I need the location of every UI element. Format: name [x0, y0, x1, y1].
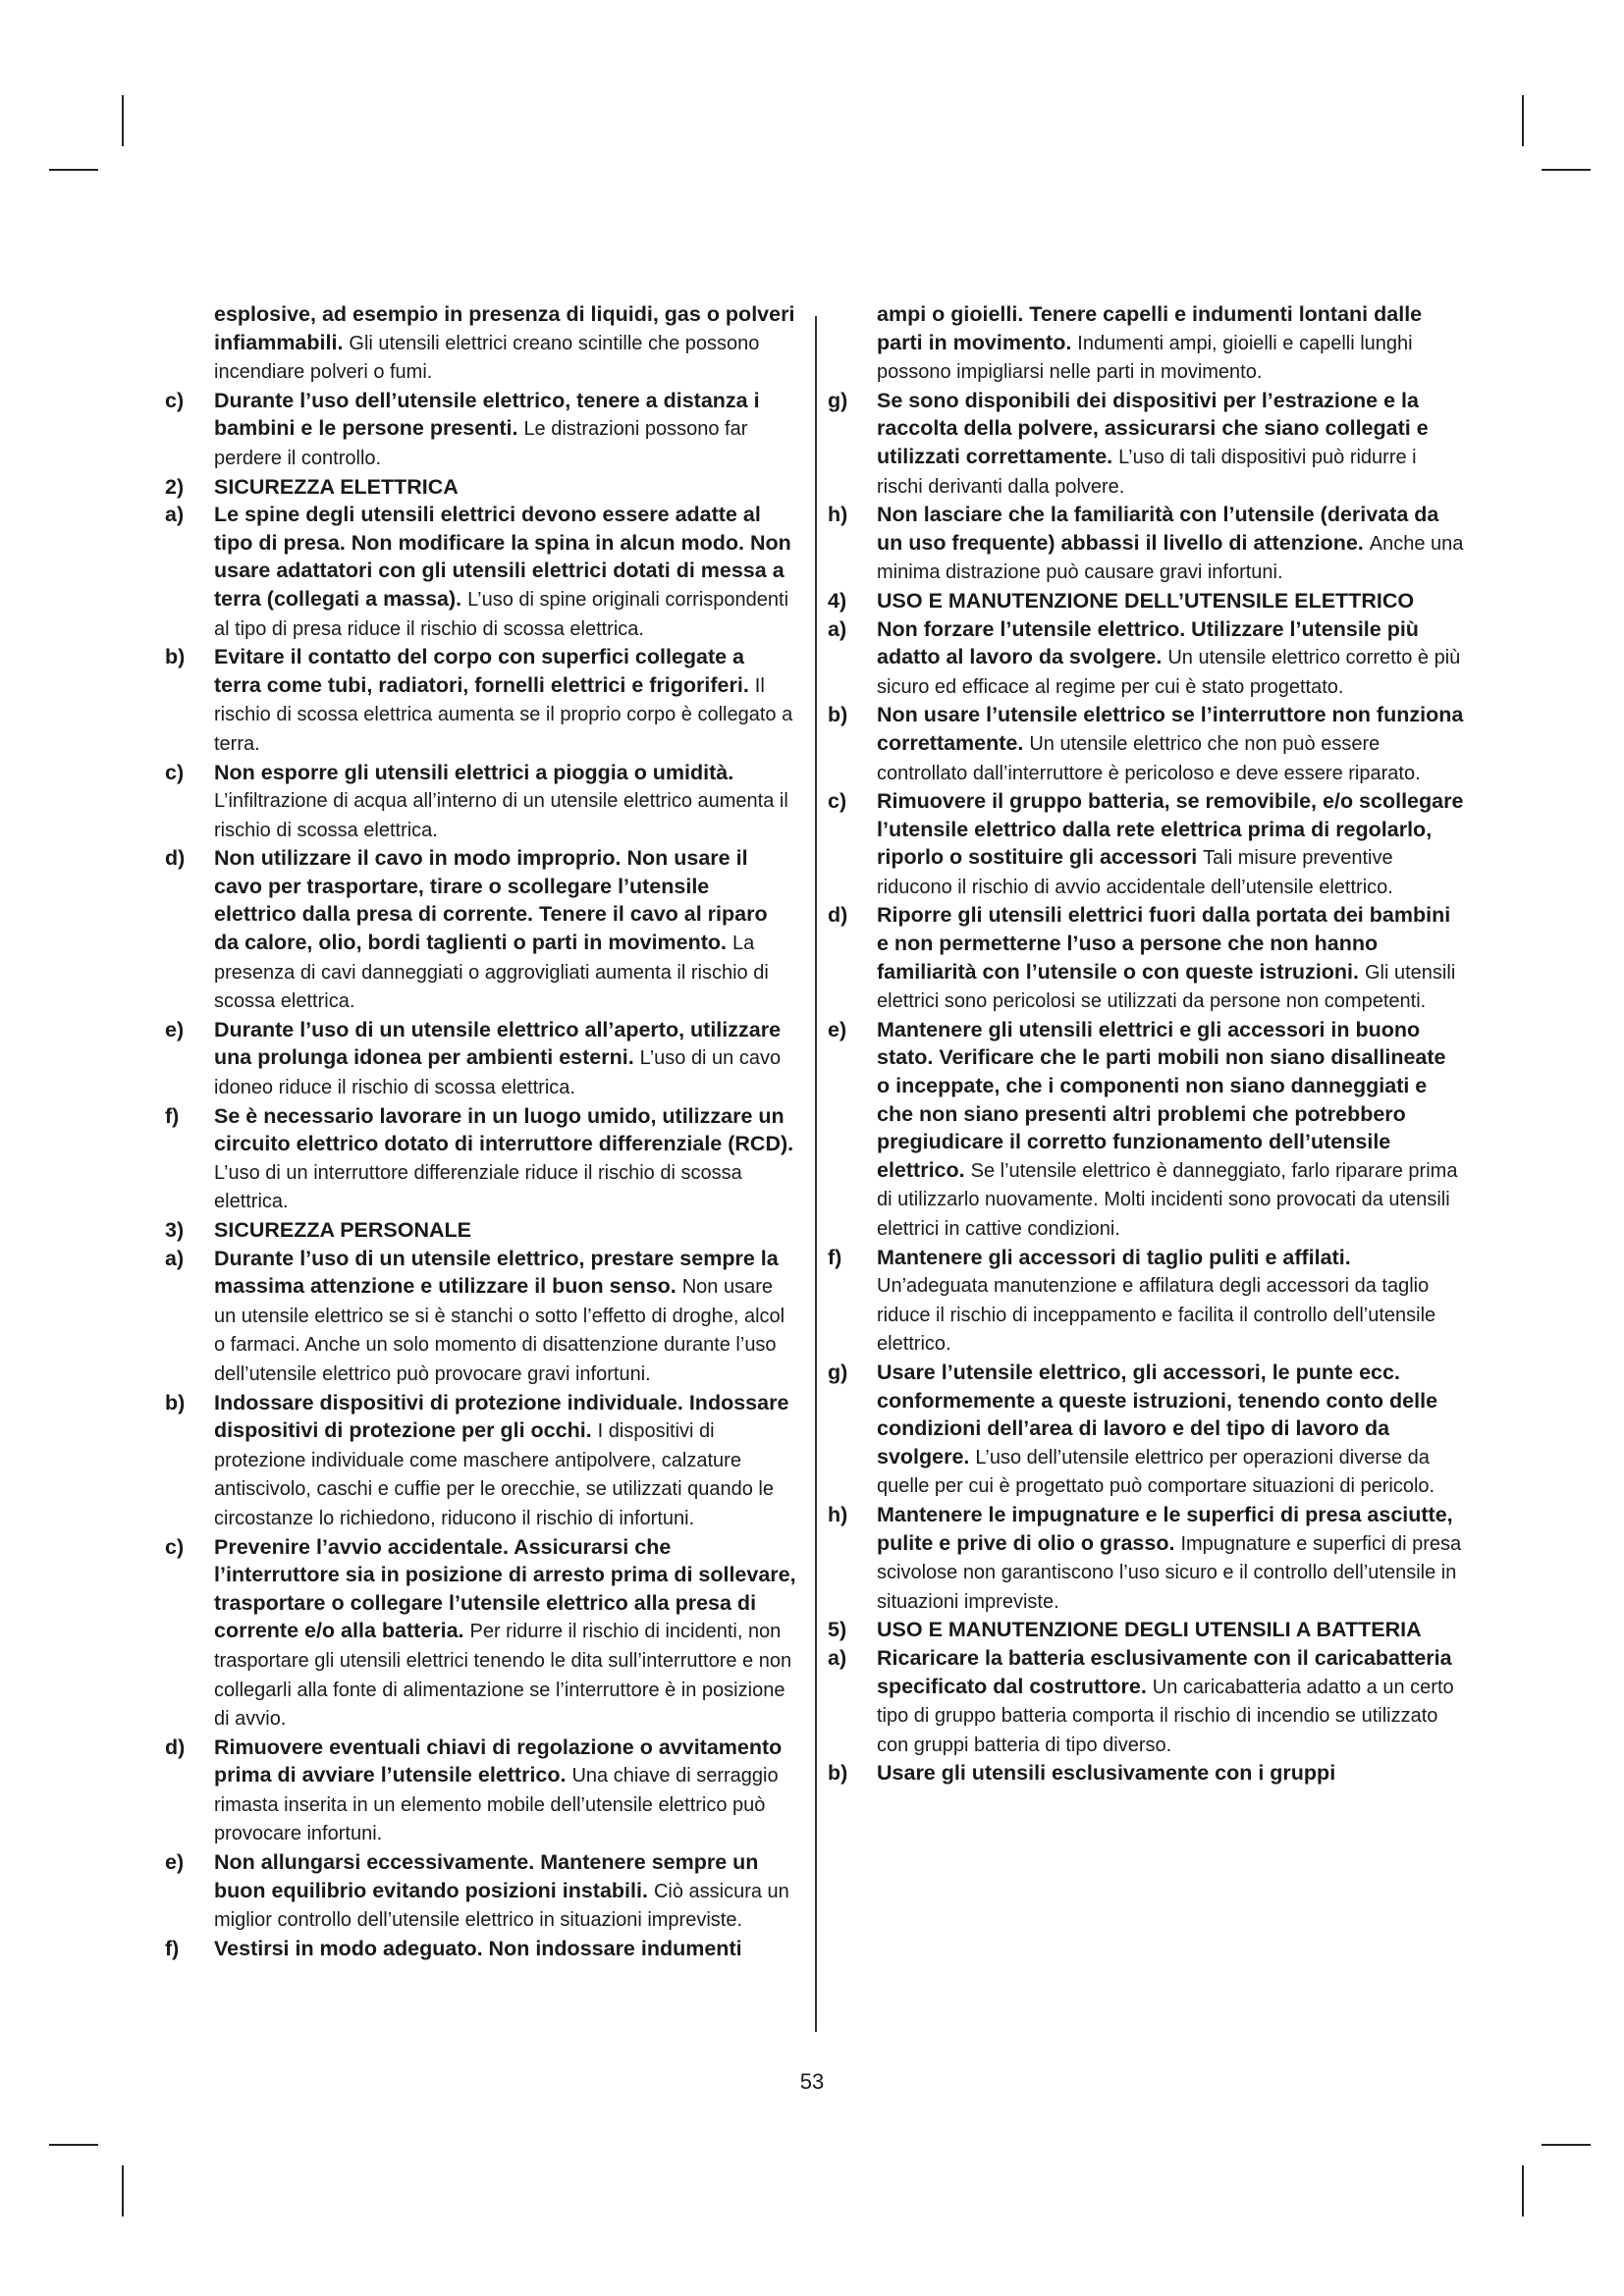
right-column	[828, 300, 1464, 1788]
item-bold-text: Vestirsi in modo adeguato. Non indossare indumenti	[214, 1936, 742, 1960]
safety-item	[828, 901, 1464, 1015]
item-bold-text: Se sono disponibili dei dispositivi per l’estrazione e la raccolta della polvere, assicurarsi che siano collegati e utilizzati correttamente.	[877, 388, 1429, 468]
item-body-text: Un’adeguata manutenzione e affilatura degli accessori da taglio riduce il rischio di inceppamento e facilita il controllo dell’utensile elettrico.	[877, 1275, 1436, 1356]
safety-item	[165, 1935, 796, 1963]
safety-item	[165, 501, 796, 643]
item-marker: a)	[828, 616, 847, 641]
safety-item	[828, 1644, 1464, 1759]
item-bold-text: Evitare il contatto del corpo con superfici collegate a terra come tubi, radiatori, fornelli elettrici e frigoriferi.	[214, 645, 749, 697]
safety-item	[165, 1102, 796, 1216]
item-marker: e)	[828, 1017, 847, 1041]
item-bold-text: Non allungarsi eccessivamente. Mantenere sempre un buon equilibrio evitando posizioni instabili.	[214, 1850, 759, 1902]
item-body-text: Se l’utensile elettrico è danneggiato, farlo riparare prima di utilizzarlo nuovamente. Molti incidenti sono provocati da utensili elettrici in cattive condizioni.	[877, 1159, 1458, 1240]
safety-item	[828, 587, 1464, 615]
item-body-text: Anche una minima distrazione può causare gravi infortuni.	[877, 532, 1464, 584]
item-bold-text: Non forzare l’utensile elettrico. Utilizzare l’utensile più adatto al lavoro da svolgere.	[877, 616, 1419, 669]
safety-item	[165, 844, 796, 1016]
crop-mark-bottom-left-horizontal	[49, 2144, 98, 2146]
item-marker: d)	[165, 846, 186, 871]
item-bold-text: Rimuovere eventuali chiavi di regolazione o avvitamento prima di avviare l’utensile elettrico.	[214, 1735, 783, 1788]
item-marker: 3)	[165, 1218, 185, 1242]
item-marker: c)	[165, 388, 185, 412]
safety-item	[828, 787, 1464, 901]
item-marker: f)	[828, 1245, 842, 1269]
safety-item	[165, 1016, 796, 1102]
item-bold-text: SICUREZZA ELETTRICA	[214, 474, 459, 499]
item-bold-text: Le spine degli utensili elettrici devono essere adatte al tipo di presa. Non modificare la spina in alcun modo. Non usare adattatori con gli utensili elettrici dotati di messa a terra (collegati a massa).	[214, 503, 791, 611]
item-body-text: L’uso di spine originali corrispondenti al tipo di presa riduce il rischio di scossa elettrica.	[214, 588, 789, 640]
item-bold-text: Mantenere le impugnature e le superfici di presa asciutte, pulite e prive di olio o grasso.	[877, 1502, 1453, 1555]
item-body-text: Il rischio di scossa elettrica aumenta se il proprio corpo è collegato a terra.	[214, 674, 793, 755]
safety-item	[165, 1848, 796, 1935]
item-marker: g)	[828, 1360, 848, 1384]
item-body-text: Un utensile elettrico corretto è più sicuro ed efficace al regime per cui è stato progettato.	[877, 647, 1461, 698]
item-marker: 2)	[165, 474, 185, 499]
safety-item	[165, 1245, 796, 1389]
item-bold-text: Non usare l’utensile elettrico se l’interruttore non funziona correttamente.	[877, 703, 1464, 755]
crop-mark-top-left-horizontal	[49, 169, 98, 171]
item-body-text: Un caricabatteria adatto a un certo tipo di gruppo batteria comporta il rischio di incendio se utilizzato con gruppi batteria di tipo diverso.	[877, 1676, 1454, 1756]
item-bold-text: Mantenere gli utensili elettrici e gli accessori in buono stato. Verificare che le parti mobili non siano disallineate o inceppate, che i componenti non siano danneggiati e che non siano presenti altri problemi che potrebbero pregiudicare il corretto funzionamento dell’utensile elettrico.	[877, 1017, 1446, 1182]
item-body-text: L’uso di un interruttore differenziale riduce il rischio di scossa elettrica.	[214, 1161, 742, 1213]
item-bold-text: USO E MANUTENZIONE DEGLI UTENSILI A BATTERIA	[877, 1618, 1422, 1642]
safety-item	[165, 759, 796, 845]
column-divider	[815, 316, 817, 2032]
safety-item	[165, 1734, 796, 1848]
crop-mark-top-right-vertical	[1522, 95, 1524, 146]
item-bold-text: Non utilizzare il cavo in modo improprio. Non usare il cavo per trasportare, tirare o scollegare l’utensile elettrico dalla presa di corrente. Tenere il cavo al riparo da calore, olio, bordi taglienti o parti in movimento.	[214, 846, 768, 955]
safety-item	[828, 1501, 1464, 1616]
safety-item	[165, 387, 796, 473]
item-marker: b)	[165, 645, 186, 669]
safety-item	[165, 300, 796, 387]
item-body-text: La presenza di cavi danneggiati o aggrovigliati aumenta il rischio di scossa elettrica.	[214, 933, 769, 1013]
item-body-text: Impugnature e superfici di presa scivolose non garantiscono l’uso sicuro e il controllo dell’utensile in situazioni impreviste.	[877, 1532, 1462, 1613]
safety-item	[828, 1244, 1464, 1359]
item-bold-text: esplosive, ad esempio in presenza di liquidi, gas o polveri infiammabili.	[214, 302, 795, 354]
item-body-text: L’uso di un cavo idoneo riduce il rischio di scossa elettrica.	[214, 1047, 782, 1099]
safety-item	[828, 501, 1464, 587]
item-bold-text: Durante l’uso di un utensile elettrico, prestare sempre la massima attenzione e utilizzare il buon senso.	[214, 1246, 779, 1299]
item-body-text: Un utensile elettrico che non può essere controllato dall’interruttore è pericoloso e deve essere riparato.	[877, 732, 1421, 784]
item-marker: e)	[165, 1017, 185, 1041]
crop-mark-bottom-right-vertical	[1522, 2165, 1524, 2216]
safety-item	[165, 1389, 796, 1533]
item-body-text: Indumenti ampi, gioielli e capelli lunghi possono impigliarsi nelle parti in movimento.	[877, 332, 1413, 384]
left-column	[165, 300, 796, 1962]
item-marker: g)	[828, 388, 848, 412]
item-bold-text: Indossare dispositivi di protezione individuale. Indossare dispositivi di protezione per gli occhi.	[214, 1390, 789, 1443]
item-bold-text: Non lasciare che la familiarità con l’utensile (derivata da un uso frequente) abbassi il livello di attenzione.	[877, 503, 1439, 555]
item-bold-text: Mantenere gli accessori di taglio puliti e affilati.	[877, 1245, 1351, 1269]
item-bold-text: Ricaricare la batteria esclusivamente con il caricabatteria specificato dal costruttore.	[877, 1645, 1452, 1698]
item-marker: e)	[165, 1850, 185, 1875]
safety-item	[828, 1016, 1464, 1244]
safety-item	[828, 387, 1464, 501]
item-marker: c)	[165, 760, 185, 784]
item-body-text: Ciò assicura un miglior controllo dell’utensile elettrico in situazioni impreviste.	[214, 1880, 789, 1932]
item-bold-text: Usare gli utensili esclusivamente con i gruppi	[877, 1761, 1336, 1786]
item-bold-text: Rimuovere il gruppo batteria, se removibile, e/o scollegare l’utensile elettrico dalla rete elettrica prima di regolarlo, riporlo o sostituire gli accessori	[877, 789, 1464, 870]
item-marker: 4)	[828, 588, 847, 613]
item-marker: c)	[828, 789, 847, 814]
safety-item	[828, 300, 1464, 387]
crop-mark-top-right-horizontal	[1542, 169, 1591, 171]
safety-item	[165, 1533, 796, 1734]
item-body-text: Per ridurre il rischio di incidenti, non trasportare gli utensili elettrici tenendo le dita sull’interruttore e non collegarli alla fonte di alimentazione se l’interruttore è in posizione di avvio.	[214, 1621, 792, 1731]
item-body-text: Tali misure preventive riducono il rischio di avvio accidentale dell’utensile elettrico.	[877, 847, 1393, 898]
item-bold-text: Se è necessario lavorare in un luogo umido, utilizzare un circuito elettrico dotato di interruttore differenziale (RCD).	[214, 1103, 794, 1156]
item-bold-text: ampi o gioielli. Tenere capelli e indumenti lontani dalle parti in movimento.	[877, 302, 1423, 354]
item-bold-text: Usare l’utensile elettrico, gli accessori, le punte ecc. conformemente a queste istruzioni, tenendo conto delle condizioni dell’area di lavoro e del tipo di lavoro da svolgere.	[877, 1360, 1438, 1468]
item-bold-text: Prevenire l’avvio accidentale. Assicurarsi che l’interruttore sia in posizione di arresto prima di sollevare, trasportare o collegare l’utensile elettrico alla presa di corrente e/o alla batteria.	[214, 1534, 796, 1643]
item-marker: h)	[828, 1502, 848, 1526]
item-marker: a)	[828, 1645, 847, 1670]
item-marker: 5)	[828, 1618, 847, 1642]
item-body-text: L’uso di tali dispositivi può ridurre i rischi derivanti dalla polvere.	[877, 446, 1417, 498]
safety-item	[828, 615, 1464, 702]
safety-item	[165, 1216, 796, 1245]
safety-item	[165, 643, 796, 758]
item-marker: b)	[828, 1761, 848, 1786]
item-marker: c)	[165, 1534, 185, 1559]
safety-item	[828, 701, 1464, 787]
crop-mark-top-left-vertical	[122, 95, 124, 146]
item-body-text: I dispositivi di protezione individuale come maschere antipolvere, calzature antiscivolo, caschi e cuffie per le orecchie, se utilizzati quando le circostanze lo richiedono, riducono il rischio di infortuni.	[214, 1420, 774, 1529]
item-marker: b)	[165, 1390, 186, 1415]
item-marker: b)	[828, 703, 848, 727]
safety-item	[165, 473, 796, 502]
item-marker: d)	[165, 1735, 186, 1759]
item-bold-text: Durante l’uso dell’utensile elettrico, tenere a distanza i bambini e le persone presenti.	[214, 388, 760, 441]
item-body-text: Una chiave di serraggio rimasta inserita in un elemento mobile dell’utensile elettrico può provocare infortuni.	[214, 1765, 779, 1845]
item-marker: a)	[165, 1246, 185, 1270]
safety-item	[828, 1616, 1464, 1644]
item-body-text: Le distrazioni possono far perdere il controllo.	[214, 418, 748, 469]
crop-mark-bottom-left-vertical	[122, 2165, 124, 2216]
crop-mark-bottom-right-horizontal	[1542, 2144, 1591, 2146]
item-body-text: Gli utensili elettrici creano scintille che possono incendiare polveri o fumi.	[214, 332, 760, 384]
safety-item	[828, 1759, 1464, 1788]
item-body-text: Non usare un utensile elettrico se si è stanchi o sotto l’effetto di droghe, alcol o farmaci. Anche un solo momento di disattenzione durante l’uso dell’utensile elettrico può provocare gravi infortuni.	[214, 1276, 785, 1385]
item-marker: a)	[165, 503, 185, 527]
item-marker: f)	[165, 1103, 180, 1128]
item-bold-text: USO E MANUTENZIONE DELL’UTENSILE ELETTRICO	[877, 588, 1415, 613]
item-body-text: L’uso dell’utensile elettrico per operazioni diverse da quelle per cui è progettato può comportare situazioni di pericolo.	[877, 1446, 1435, 1498]
page-number: 53	[799, 2069, 825, 2094]
item-marker: d)	[828, 903, 848, 928]
safety-item	[828, 1359, 1464, 1501]
item-body-text: Gli utensili elettrici sono pericolosi se utilizzati da persone non competenti.	[877, 961, 1456, 1013]
item-marker: h)	[828, 503, 848, 527]
item-body-text: L’infiltrazione di acqua all’interno di un utensile elettrico aumenta il rischio di scossa elettrica.	[214, 790, 788, 841]
item-bold-text: SICUREZZA PERSONALE	[214, 1218, 471, 1242]
item-bold-text: Durante l’uso di un utensile elettrico all’aperto, utilizzare una prolunga idonea per ambienti esterni.	[214, 1017, 782, 1070]
item-bold-text: Non esporre gli utensili elettrici a pioggia o umidità.	[214, 760, 734, 784]
item-bold-text: Riporre gli utensili elettrici fuori dalla portata dei bambini e non permetterne l’uso a persone che non hanno familiarità con l’utensile o con queste istruzioni.	[877, 903, 1451, 984]
item-marker: f)	[165, 1936, 180, 1960]
